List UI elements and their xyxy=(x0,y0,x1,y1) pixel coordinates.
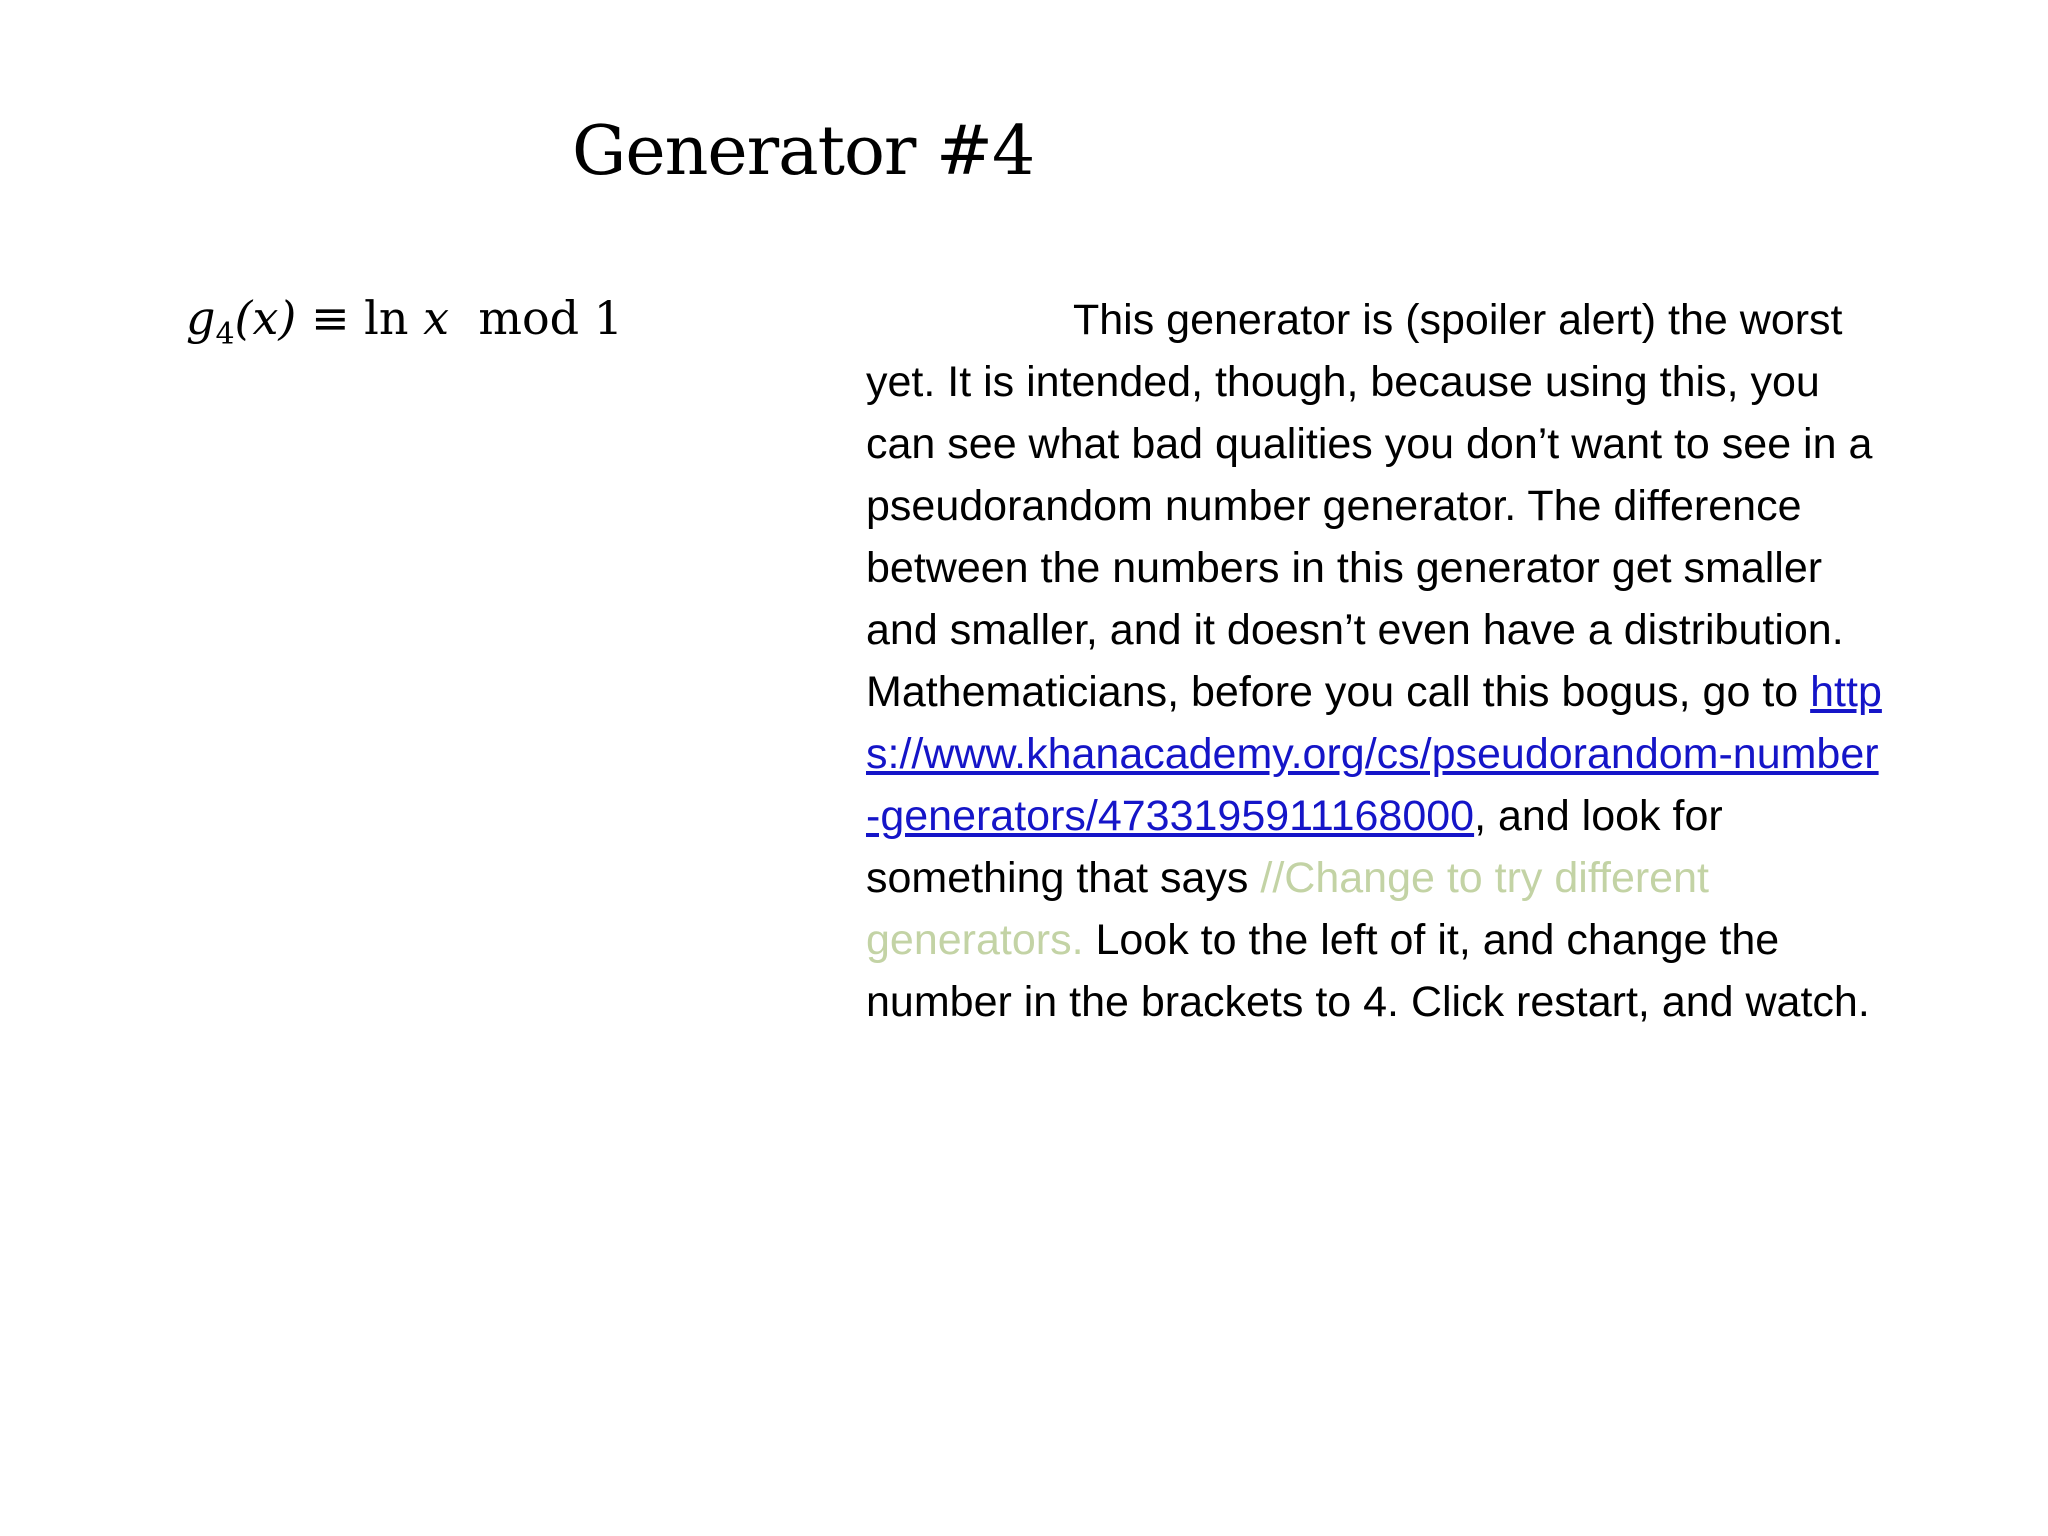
formula-var: x xyxy=(423,291,450,345)
body-intro: This generator is (spoiler alert) the worst yet. It is intended, though, because using this, you can see what bad qualities you don’t want to see in a pseudorandom number generator. The difference between the numbers in this generator get smaller and smaller, and it doesn’t even have a distribution. Mathematicians, before you call this bogus, go to xyxy=(866,296,1873,716)
slide-title: Generator #4 xyxy=(572,112,1035,191)
formula-rest: mod 1 xyxy=(449,291,623,345)
formula-subscript: 4 xyxy=(215,317,235,352)
body-text xyxy=(866,289,1886,1033)
body-outro: Look to the left of it, and change the number in the brackets to 4. Click restart, and watch. xyxy=(866,916,1870,1026)
formula-func: g xyxy=(186,291,216,345)
code-comment: //Change to try different generators. xyxy=(866,854,1709,964)
formula xyxy=(186,288,623,365)
formula-equiv: ≡ ln xyxy=(296,291,424,345)
formula-arg: (x) xyxy=(234,291,297,345)
khanacademy-link[interactable]: https://www.khanacademy.org/cs/pseudorandom-number-generators/4733195911168000 xyxy=(866,668,1882,840)
body-after-link: , and look for something that says xyxy=(866,792,1723,902)
